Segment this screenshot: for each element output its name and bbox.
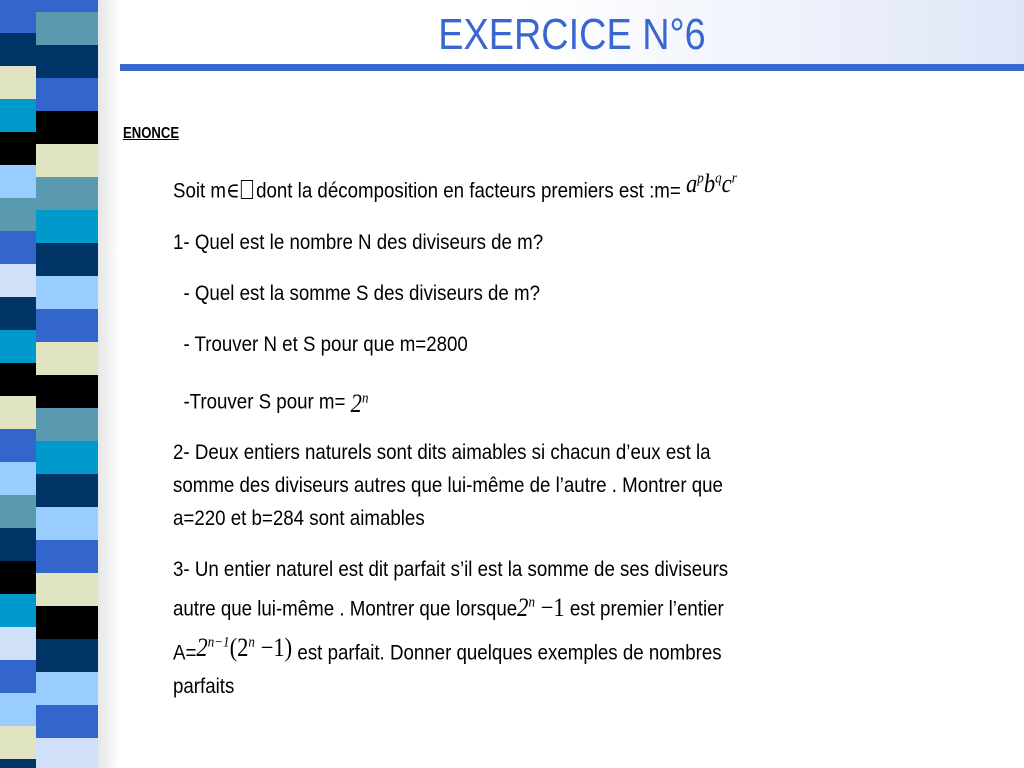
border-stripe-block — [0, 165, 36, 198]
border-stripe-block — [36, 705, 98, 738]
border-stripe-block — [36, 309, 98, 342]
border-stripe-block — [36, 210, 98, 243]
border-stripe-block — [36, 243, 98, 276]
border-stripe-block — [0, 99, 36, 132]
question-2-line: 2- Deux entiers naturels sont dits aimables si chacun d’eux est la — [173, 440, 711, 465]
section-label-enonce: ENONCE — [123, 125, 180, 142]
border-stripe-block — [0, 330, 36, 363]
question-2-line: a=220 et b=284 sont aimables — [173, 506, 425, 531]
border-stripe-block — [0, 759, 36, 768]
border-stripe-block — [0, 198, 36, 231]
question-1d-text: -Trouver S pour m= — [183, 389, 351, 414]
border-stripe-block — [0, 297, 36, 330]
question-3-line: parfaits — [173, 673, 235, 698]
border-stripe-block — [0, 726, 36, 759]
border-stripe-block — [0, 231, 36, 264]
question-3-line: 3- Un entier naturel est dit parfait s’il est la somme de ses diviseurs — [173, 557, 729, 582]
border-stripe-block — [36, 177, 98, 210]
power-of-two-formula: 2$^n$ — [350, 389, 369, 419]
question-3 — [173, 553, 873, 702]
statement-text-after: dont la décomposition en facteurs premiers est :m= — [256, 178, 686, 203]
border-stripe-block — [0, 0, 36, 33]
question-3-line: autre que lui-même . Montrer que $lorsque2^n -1$ est premier l’entier — [173, 592, 724, 622]
border-stripe-block — [36, 606, 98, 639]
border-stripe-block — [0, 693, 36, 726]
question-1a: 1- Quel est le nombre N des diviseurs de m? — [173, 229, 544, 254]
border-stripe-block — [36, 276, 98, 309]
border-stripe-block — [36, 45, 98, 78]
border-stripe-block — [36, 111, 98, 144]
border-stripe-block — [0, 396, 36, 429]
border-stripe-block — [36, 639, 98, 672]
question-2-line: somme des diviseurs autres que lui-même de l’autre . Montrer que — [173, 473, 723, 498]
border-stripe-block — [0, 264, 36, 297]
exercise-body — [173, 168, 873, 703]
border-stripe-block — [0, 66, 36, 99]
element-of-symbol: ∈ — [226, 178, 240, 203]
statement-line — [173, 168, 782, 208]
border-stripe-block — [36, 78, 98, 111]
border-stripe-block — [0, 462, 36, 495]
border-stripe-block — [0, 132, 36, 165]
question-2 — [173, 436, 873, 535]
border-stripe-block — [36, 540, 98, 573]
border-stripe-block — [36, 144, 98, 177]
border-stripe-block — [36, 738, 98, 768]
border-stripe-block — [36, 12, 98, 45]
border-shadow-edge — [98, 0, 120, 768]
border-stripe-block — [0, 627, 36, 660]
border-stripe-block — [0, 594, 36, 627]
border-stripe-block — [0, 495, 36, 528]
border-stripe-block — [0, 429, 36, 462]
question-1b: - Quel est la somme S des diviseurs de m? — [183, 280, 541, 305]
border-stripe-block — [36, 0, 98, 12]
border-stripe-block — [0, 660, 36, 693]
border-stripe-block — [0, 528, 36, 561]
border-stripe-block — [36, 573, 98, 606]
border-stripe-block — [36, 507, 98, 540]
prime-decomposition-formula: $a^pb^qc^r$ — [685, 168, 737, 198]
border-stripe-block — [0, 561, 36, 594]
border-stripe-block — [36, 441, 98, 474]
border-stripe-block — [36, 474, 98, 507]
question-1d — [173, 379, 782, 419]
title-underline-rule — [120, 64, 1024, 71]
statement-text: Soit m — [173, 178, 227, 203]
question-1c: - Trouver N et S pour que m=2800 — [183, 331, 468, 356]
perfect-number-formula: $2^{n-1}(2^n -1)$ — [196, 632, 293, 662]
border-stripe-block — [0, 33, 36, 66]
slide-title: EXERCICE N°6 — [438, 10, 706, 59]
decorative-stripe-border — [0, 0, 120, 768]
border-stripe-block — [36, 375, 98, 408]
mersenne-formula: $2^n -1$ — [517, 592, 565, 622]
border-stripe-block — [36, 408, 98, 441]
border-stripe-block — [36, 672, 98, 705]
question-3-line: $A=2^{n-1}(2^n -1)$ est parfait. Donner quelques exemples de nombres — [173, 632, 722, 665]
border-stripe-block — [0, 363, 36, 396]
border-stripe-block — [36, 342, 98, 375]
number-set-glyph-placeholder — [241, 180, 253, 199]
